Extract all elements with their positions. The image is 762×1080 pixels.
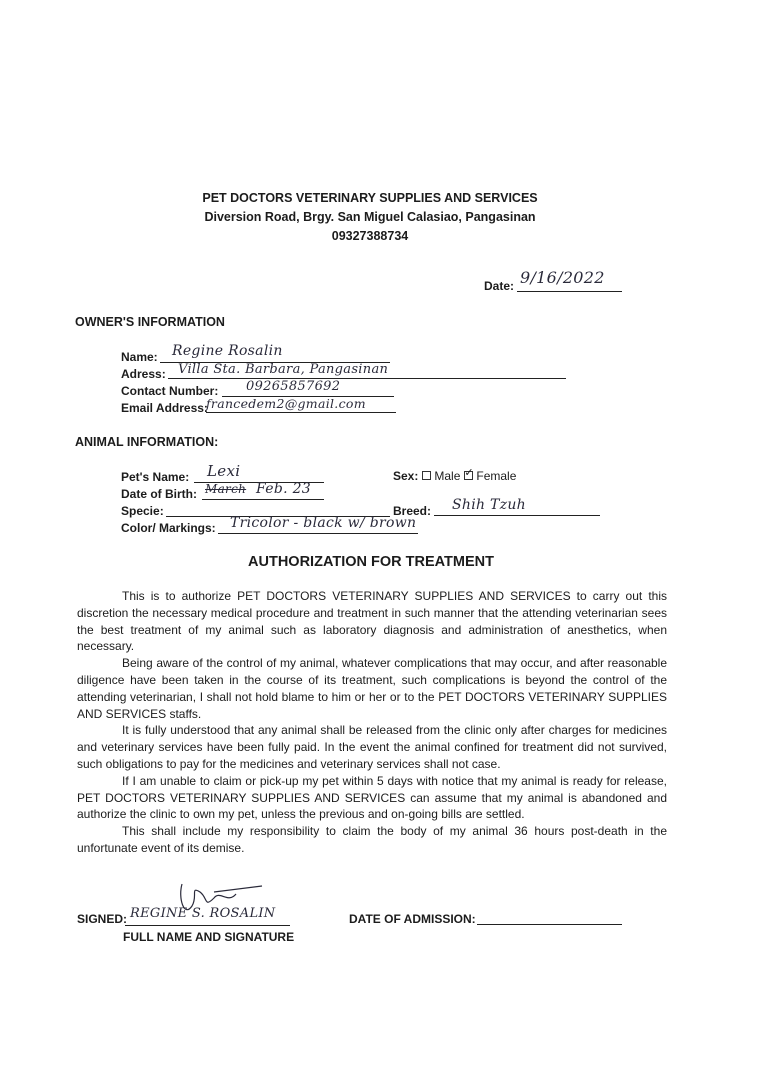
dob-line <box>202 499 324 500</box>
breed-value[interactable]: Shih Tzuh <box>452 497 526 513</box>
dob-value[interactable]: Feb. 23 <box>256 481 312 497</box>
color-markings-label: Color/ Markings: <box>121 521 216 535</box>
specie-label: Specie: <box>121 504 164 518</box>
male-checkbox[interactable] <box>422 471 431 480</box>
signed-label: SIGNED: <box>77 912 128 926</box>
clinic-name: PET DOCTORS VETERINARY SUPPLIES AND SERVICES <box>202 191 538 205</box>
owner-address-label: Adress: <box>121 367 166 381</box>
dob-struck-value: March <box>205 482 247 496</box>
sex-field <box>393 469 516 483</box>
signature-scribble <box>170 878 270 928</box>
date-label: Date: <box>484 279 515 293</box>
male-option-label: Male <box>434 469 461 483</box>
paragraph-authorize: This is to authorize PET DOCTORS VETERINARY SUPPLIES AND SERVICES to carry out this discretion the necessary medical procedure and treatment in such manner that the attending veterinarian sees the best treatment of my animal such as laboratory diagnosis and administration of anesthetics, when necessary. <box>77 589 667 654</box>
contact-number-value[interactable]: 09265857692 <box>246 379 341 394</box>
female-option-label: Female <box>476 469 517 483</box>
pet-name-value[interactable]: Lexi <box>207 462 241 480</box>
owner-address-line <box>168 378 566 379</box>
breed-line <box>434 515 600 516</box>
breed-label: Breed: <box>393 504 432 518</box>
animal-section-heading: ANIMAL INFORMATION: <box>75 435 219 449</box>
owner-address-value[interactable]: Villa Sta. Barbara, Pangasinan <box>178 362 389 377</box>
admission-date-label: DATE OF ADMISSION: <box>349 912 476 926</box>
signature-caption: FULL NAME AND SIGNATURE <box>123 930 295 944</box>
female-checkbox[interactable] <box>464 471 473 480</box>
color-markings-line <box>218 533 418 534</box>
email-value[interactable]: francedem2@gmail.com <box>206 396 366 411</box>
clinic-address: Diversion Road, Brgy. San Miguel Calasiao, Pangasinan <box>204 210 536 224</box>
paragraph-body-claim: This shall include my responsibility to claim the body of my animal 36 hours post-death in the unfortunate event of its demise. <box>77 824 667 855</box>
color-markings-value[interactable]: Tricolor - black w/ brown <box>230 515 417 531</box>
sex-label: Sex: <box>393 469 419 483</box>
date-value[interactable]: 9/16/2022 <box>520 268 605 287</box>
authorization-body <box>77 588 667 857</box>
paragraph-complications: Being aware of the control of my animal, whatever complications that may occur, and after reasonable diligence have been taken in the course of its treatment, such complications is beyond the control of the attending veterinarian, I shall not hold blame to him or her or to the PET DOCTORS VETERINARY SUPPLIES AND SERVICES staffs. <box>77 656 667 721</box>
clinic-phone: 09327388734 <box>331 229 409 243</box>
owner-section-heading: OWNER'S INFORMATION <box>75 315 225 329</box>
admission-date-line <box>477 924 622 925</box>
paragraph-payment: It is fully understood that any animal shall be released from the clinic only after charges for medicines and veterinary services have been fully paid. In the event the animal confined for treatment did not survived, such obligations to pay for the medicines and veterinary services shall not case. <box>77 723 667 771</box>
signed-value[interactable]: REGINE S. ROSALIN <box>130 906 276 921</box>
date-line <box>517 291 622 292</box>
contact-number-label: Contact Number: <box>121 384 219 398</box>
dob-label: Date of Birth: <box>121 487 197 501</box>
pet-name-label: Pet's Name: <box>121 470 190 484</box>
owner-name-label: Name: <box>121 350 158 364</box>
paragraph-abandonment: If I am unable to claim or pick-up my pet within 5 days with notice that my animal is ready for release, PET DOCTORS VETERINARY SUPPLIES AND SERVICES can assume that my animal is abandoned and authorize the clinic to own my pet, unless the previous and on-going bills are settled. <box>77 773 667 822</box>
authorization-title: AUTHORIZATION FOR TREATMENT <box>248 554 494 570</box>
email-line <box>206 412 396 413</box>
email-label: Email Address: <box>121 401 208 415</box>
owner-name-value[interactable]: Regine Rosalin <box>172 343 283 359</box>
